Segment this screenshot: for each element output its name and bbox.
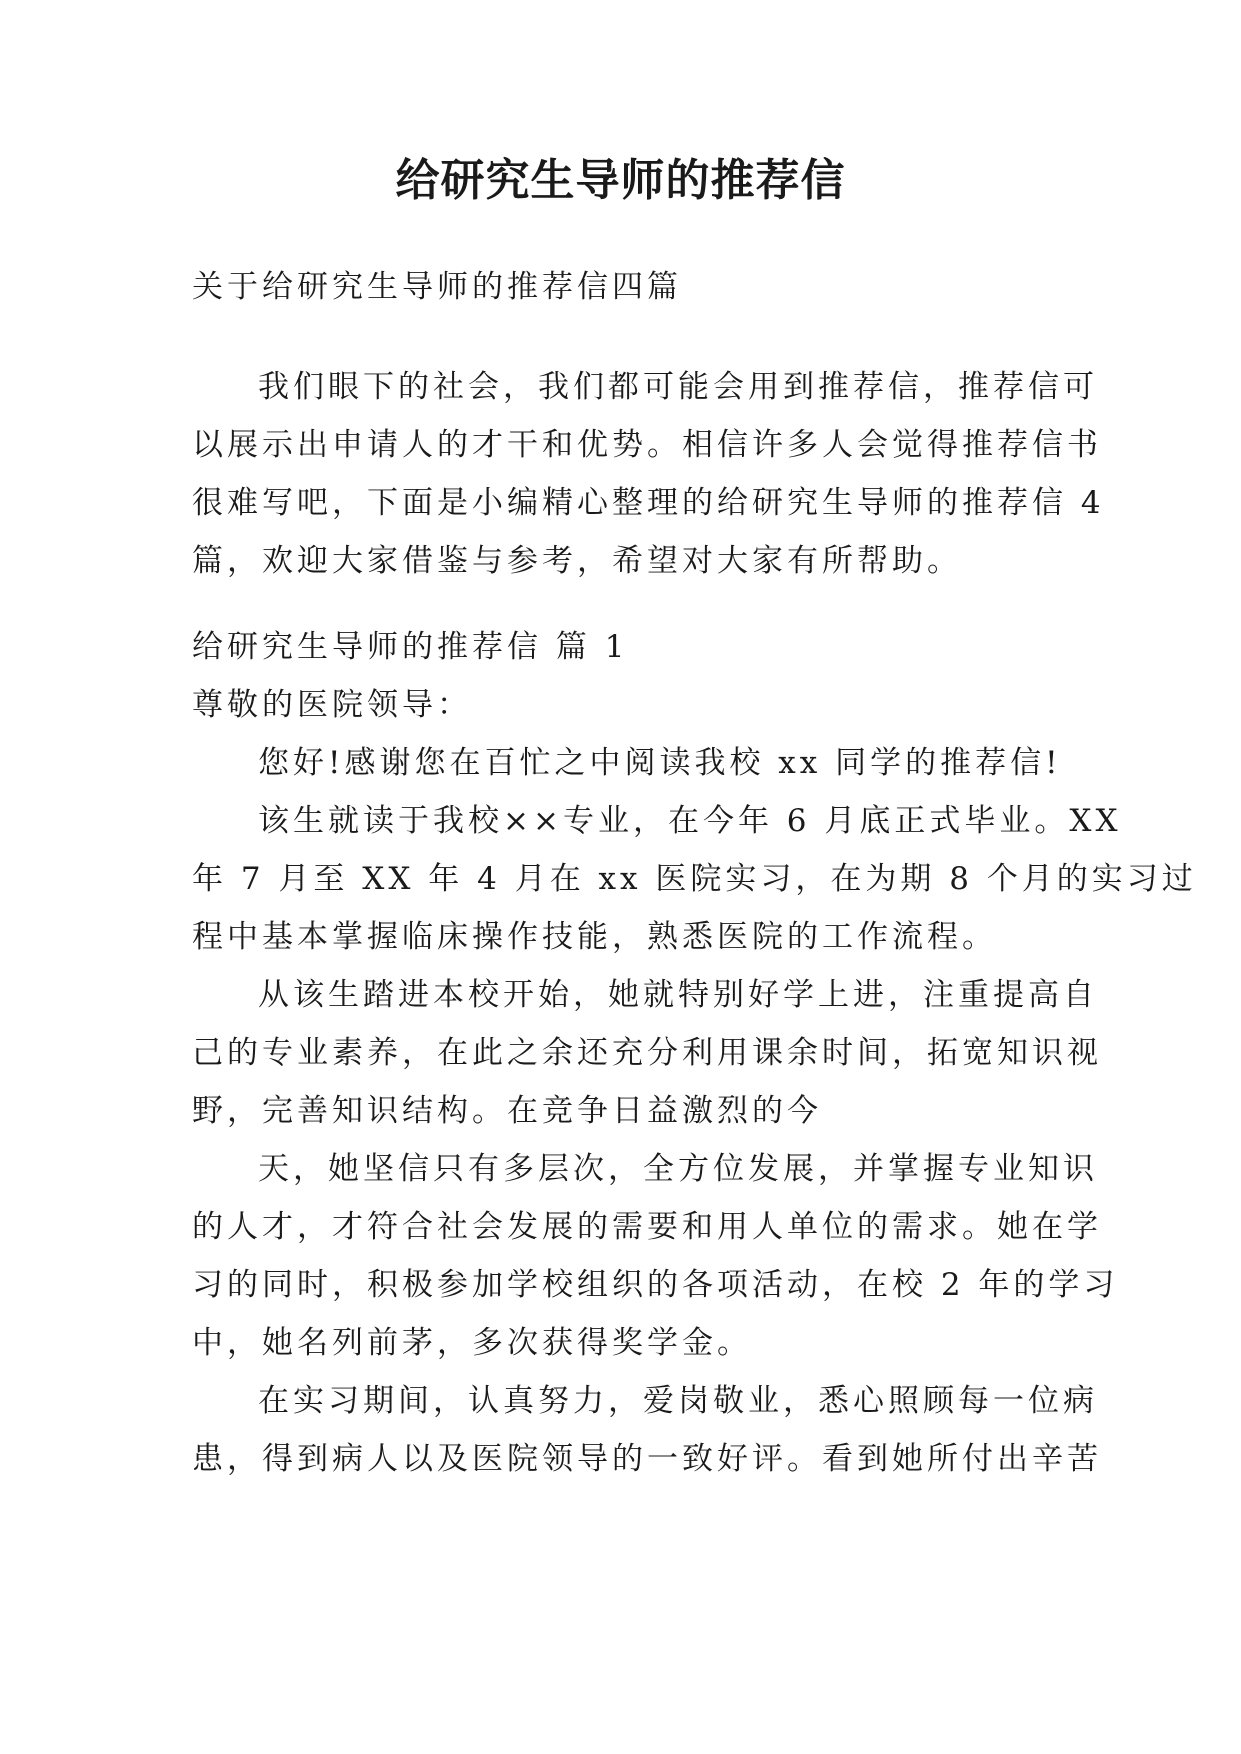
intro-line: 我们眼下的社会，我们都可能会用到推荐信，推荐信可 xyxy=(258,369,1098,405)
paragraph-line: 患，得到病人以及医院领导的一致好评。看到她所付出辛苦 xyxy=(192,1441,1102,1477)
paragraph-line: 年 7 月至 XX 年 4 月在 xx 医院实习，在为期 8 个月的实习过 xyxy=(192,861,1197,897)
paragraph-line: 天，她坚信只有多层次，全方位发展，并掌握专业知识 xyxy=(258,1151,1098,1187)
paragraph-line: 从该生踏进本校开始，她就特别好学上进，注重提高自 xyxy=(258,977,1098,1013)
paragraph-line: 该生就读于我校××专业，在今年 6 月底正式毕业。XX xyxy=(258,803,1122,839)
paragraph-line: 的人才，才符合社会发展的需要和用人单位的需求。她在学 xyxy=(192,1209,1102,1245)
document-title: 给研究生导师的推荐信 xyxy=(395,155,846,206)
letter-body xyxy=(192,734,1197,1488)
paragraph-line: 中，她名列前茅，多次获得奖学金。 xyxy=(192,1325,752,1361)
paragraph-line: 您好!感谢您在百忙之中阅读我校 xx 同学的推荐信! xyxy=(258,745,1062,781)
subtitle-line: 关于给研究生导师的推荐信四篇 xyxy=(192,269,682,305)
paragraph-line: 己的专业素养，在此之余还充分利用课余时间，拓宽知识视 xyxy=(192,1035,1102,1071)
intro-paragraph xyxy=(192,358,1105,590)
intro-line: 篇，欢迎大家借鉴与参考，希望对大家有所帮助。 xyxy=(192,543,962,579)
paragraph-line: 程中基本掌握临床操作技能，熟悉医院的工作流程。 xyxy=(192,919,997,955)
paragraph-line: 野，完善知识结构。在竞争日益激烈的今 xyxy=(192,1093,822,1129)
paragraph-line: 在实习期间，认真努力，爱岗敬业，悉心照顾每一位病 xyxy=(258,1383,1098,1419)
intro-line: 以展示出申请人的才干和优势。相信许多人会觉得推荐信书 xyxy=(192,427,1102,463)
paragraph-line: 习的同时，积极参加学校组织的各项活动，在校 2 年的学习 xyxy=(192,1267,1119,1303)
section-heading: 给研究生导师的推荐信 篇 1 xyxy=(192,629,629,665)
document-subtitle xyxy=(192,258,1052,316)
salutation: 尊敬的医院领导： xyxy=(192,687,472,723)
letter-header xyxy=(192,618,1052,734)
intro-line: 很难写吧，下面是小编精心整理的给研究生导师的推荐信 4 xyxy=(192,485,1105,521)
